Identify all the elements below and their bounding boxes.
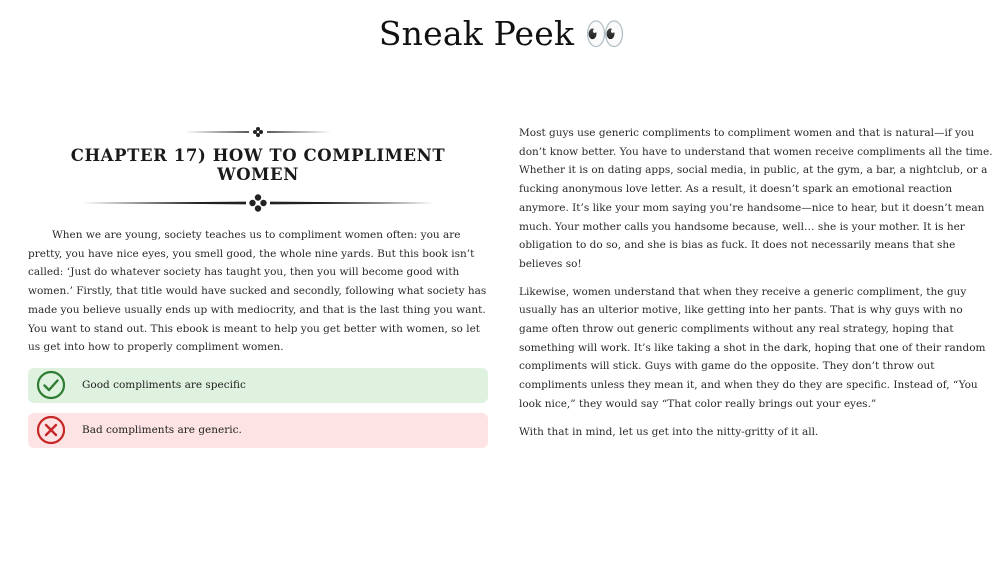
- body-paragraph-2: Likewise, women understand that when they receive a generic compliment, the guy usually has an ulterior motive, like getting into her pants. That is why guys with no game often throw out generic compliments without any real strategy, hoping that something will work. It’s like taking a shot in the dark, hoping that one of their random compliments will stick. Guys with game do the opposite. They don’t throw out compliments unless they mean it, and when they do they are specific. Instead of, “You look nice,” they would say “That color really brings out your eyes.”: [519, 285, 986, 410]
- right-column-text: [519, 124, 995, 450]
- body-paragraph-1: Most guys use generic compliments to compliment women and that is natural—if you don’t know better. You have to understand that women receive compliments all the time. Whether it is on dating apps, social media, in public, at the gym, a bar, a nightclub, or a fucking anonymous love letter. As a result, it doesn’t spark an emotional reaction anymore. It’s like your mom saying you’re handsome—nice to hear, but it doesn’t mean much. Your mother calls you handsome because, well… she is your mother. It is her obligation to do so, and she is bias as fuck. It does not necessarily means that she believes so!: [519, 127, 993, 270]
- chapter-title: CHAPTER 17) HOW TO COMPLIMENT WOMEN: [70, 146, 446, 184]
- check-circle-icon: [36, 370, 66, 400]
- body-paragraph-3: With that in mind, let us get into the nitty-gritty of it all.: [519, 425, 819, 438]
- chapter-intro-paragraph: When we are young, society teaches us to compliment women often: you are pretty, you have nice eyes, you smell good, the whole nine yards. But this book isn’t called: ‘Just do whatever society has taught you, then you will become good with women.’ Firstly, that title would have sucked and secondly, following what society has made you believe usually ends up with mediocrity, and that is the last thing you want. You want to stand out. This ebook is meant to help you get better with women, so let us get into how to properly compliment women.: [28, 229, 487, 354]
- bad-compliment-callout: [28, 413, 488, 448]
- page-title: Sneak Peek 👀: [378, 14, 627, 53]
- x-circle-icon: [36, 415, 66, 445]
- bottom-divider-ornament: [78, 194, 438, 212]
- bad-compliment-text: Bad compliments are generic.: [82, 424, 242, 437]
- good-compliment-text: Good compliments are specific: [82, 379, 246, 392]
- good-compliment-callout: [28, 368, 488, 403]
- chapter-section: [28, 126, 488, 448]
- top-divider-ornament: [183, 126, 333, 138]
